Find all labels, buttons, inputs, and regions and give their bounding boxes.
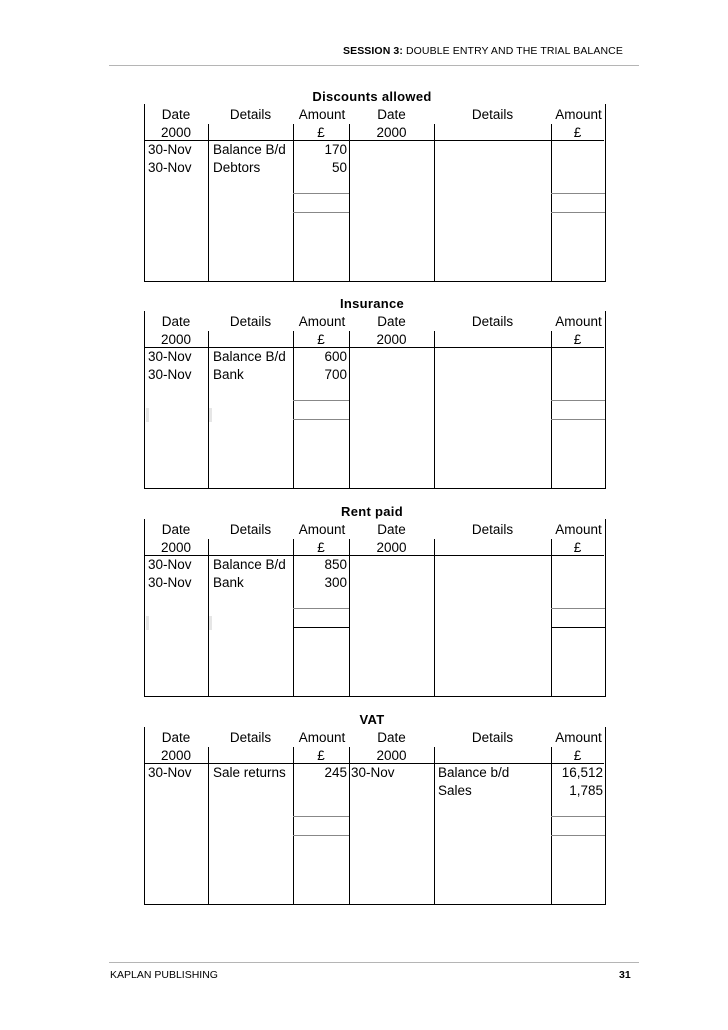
- date-header: Date: [161, 522, 191, 537]
- entry-details: Sale returns: [213, 765, 286, 780]
- ledger-account: [144, 89, 606, 319]
- year-header: 2000: [160, 125, 192, 140]
- column-divider: [208, 747, 209, 904]
- column-divider: [349, 747, 350, 904]
- date-header: Date: [377, 314, 406, 329]
- date-header: Date: [377, 522, 406, 537]
- currency-header: £: [573, 748, 582, 763]
- entry-amount: 50: [331, 160, 347, 175]
- currency-header: £: [317, 748, 325, 763]
- year-header: 2000: [160, 748, 192, 763]
- column-divider: [349, 331, 350, 488]
- scan-mark: [146, 616, 149, 630]
- entry-details: Balance B/d: [213, 349, 286, 364]
- currency-header: £: [317, 332, 325, 347]
- entry-details: Sales: [438, 783, 472, 798]
- total-rule: [293, 835, 349, 836]
- entry-details: Bank: [213, 367, 244, 382]
- entry-date: 30-Nov: [148, 575, 192, 590]
- total-rule: [551, 835, 605, 836]
- scan-mark: [146, 408, 149, 422]
- year-header: 2000: [160, 332, 192, 347]
- total-rule: [293, 400, 349, 401]
- currency-header: £: [573, 540, 582, 555]
- total-rule: [551, 627, 605, 628]
- ledger-account: [144, 504, 606, 734]
- entry-amount: 1,785: [569, 783, 603, 798]
- currency-header: £: [317, 125, 325, 140]
- entry-date: 30-Nov: [148, 142, 192, 157]
- details-header: Details: [229, 314, 272, 329]
- session-label: SESSION 3:: [343, 45, 403, 57]
- total-rule: [293, 419, 349, 420]
- entry-amount: 16,512: [561, 765, 603, 780]
- entry-date: 30-Nov: [351, 765, 395, 780]
- amount-header: Amount: [298, 107, 346, 122]
- footer-rule: [109, 962, 639, 963]
- details-header: Details: [229, 522, 272, 537]
- column-divider: [434, 124, 435, 281]
- account-title: Discounts allowed: [312, 89, 432, 104]
- entry-date: 30-Nov: [148, 367, 192, 382]
- column-divider: [349, 539, 350, 696]
- date-header: Date: [161, 730, 191, 745]
- details-header: Details: [471, 314, 514, 329]
- publisher-name: KAPLAN PUBLISHING: [110, 969, 218, 981]
- date-header: Date: [161, 107, 191, 122]
- entry-amount: 700: [324, 367, 347, 382]
- total-rule: [551, 419, 605, 420]
- amount-header: Amount: [555, 522, 602, 537]
- entry-amount: 600: [324, 349, 347, 364]
- column-divider: [551, 331, 552, 488]
- total-rule: [293, 193, 349, 194]
- column-divider: [349, 124, 350, 281]
- entry-details: Debtors: [213, 160, 261, 175]
- details-header: Details: [229, 107, 272, 122]
- scan-mark: [209, 616, 212, 630]
- details-header: Details: [471, 730, 514, 745]
- year-header: 2000: [160, 540, 192, 555]
- total-rule: [551, 608, 605, 609]
- ledger-account: [144, 296, 606, 526]
- details-header: Details: [471, 107, 514, 122]
- total-rule: [293, 627, 349, 628]
- details-header: Details: [471, 522, 514, 537]
- entry-amount: 850: [324, 557, 347, 572]
- entry-details: Bank: [213, 575, 244, 590]
- year-header: 2000: [376, 748, 407, 763]
- total-rule: [551, 400, 605, 401]
- currency-header: £: [573, 125, 582, 140]
- scan-mark: [209, 408, 212, 422]
- amount-header: Amount: [555, 730, 602, 745]
- currency-header: £: [317, 540, 325, 555]
- entry-date: 30-Nov: [148, 765, 192, 780]
- column-divider: [434, 331, 435, 488]
- column-divider: [434, 747, 435, 904]
- year-header: 2000: [376, 332, 407, 347]
- amount-header: Amount: [298, 730, 346, 745]
- currency-header: £: [573, 332, 582, 347]
- amount-header: Amount: [298, 314, 346, 329]
- column-divider: [434, 539, 435, 696]
- entry-details: Balance B/d: [213, 557, 286, 572]
- details-header: Details: [229, 730, 272, 745]
- year-header: 2000: [376, 125, 407, 140]
- account-title: Insurance: [339, 296, 405, 311]
- total-rule: [293, 608, 349, 609]
- session-title: DOUBLE ENTRY AND THE TRIAL BALANCE: [405, 45, 623, 57]
- entry-amount: 245: [324, 765, 347, 780]
- entry-details: Balance B/d: [213, 142, 286, 157]
- year-header: 2000: [376, 540, 407, 555]
- header-rule: [109, 65, 639, 66]
- account-title: VAT: [359, 712, 385, 727]
- total-rule: [293, 816, 349, 817]
- column-divider: [208, 124, 209, 281]
- account-title: Rent paid: [341, 504, 403, 519]
- entry-amount: 300: [324, 575, 347, 590]
- entry-details: Balance b/d: [438, 765, 510, 780]
- amount-header: Amount: [298, 522, 346, 537]
- total-rule: [551, 816, 605, 817]
- column-divider: [551, 124, 552, 281]
- total-rule: [551, 212, 605, 213]
- entry-date: 30-Nov: [148, 160, 192, 175]
- entry-amount: 170: [324, 142, 347, 157]
- total-rule: [551, 193, 605, 194]
- page-number: 31: [619, 969, 631, 981]
- ledger-account: [144, 712, 606, 942]
- entry-date: 30-Nov: [148, 557, 192, 572]
- amount-header: Amount: [555, 107, 602, 122]
- date-header: Date: [377, 107, 406, 122]
- date-header: Date: [377, 730, 406, 745]
- total-rule: [293, 212, 349, 213]
- date-header: Date: [161, 314, 191, 329]
- running-header: [343, 45, 623, 57]
- amount-header: Amount: [555, 314, 602, 329]
- entry-date: 30-Nov: [148, 349, 192, 364]
- column-divider: [551, 539, 552, 696]
